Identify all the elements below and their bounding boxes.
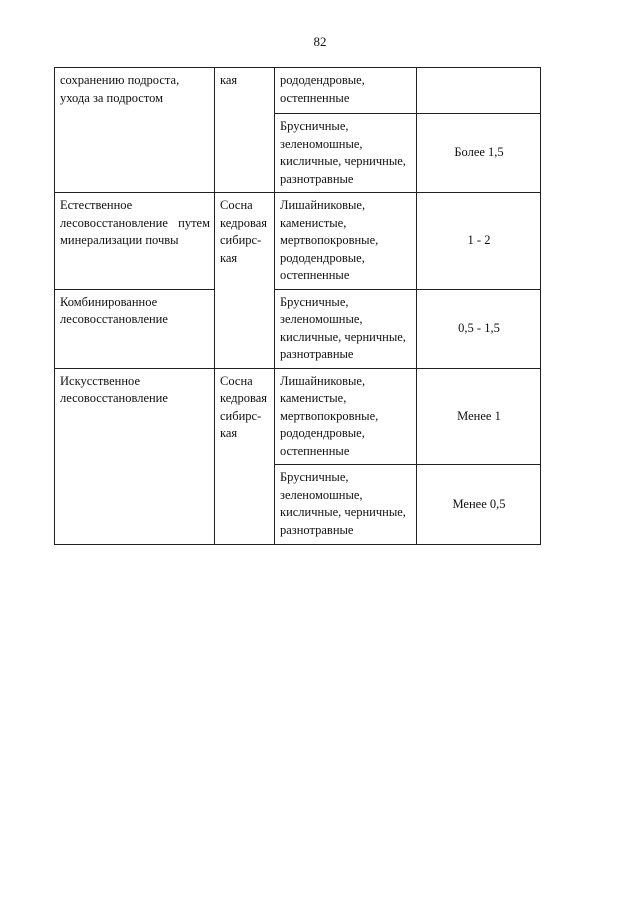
value-cell: Менее 1 [417, 368, 541, 465]
forest-types-cell: Брусничные, зеленомошные, кисличные, черничные, разнотравные [275, 289, 417, 368]
forest-types-cell: рододендровые, остепненные [275, 68, 417, 114]
table-row [55, 368, 541, 465]
method-cell: сохранению подроста, ухода за подростом [55, 68, 215, 193]
page-number: 82 [313, 34, 327, 49]
table-row [55, 68, 541, 114]
forest-types-cell: Брусничные, зеленомошные, кисличные, черничные, разнотравные [275, 114, 417, 193]
forest-types-cell: Лишайниковые, каменистые, мертвопокровные, рододендровые, остепненные [275, 368, 417, 465]
forest-types-cell: Лишайниковые, каменистые, мертвопокровные, рододендровые, остепненные [275, 193, 417, 290]
method-cell: Естественное лесовосстановление путем минерализации почвы [55, 193, 215, 290]
method-cell: Комбинированное лесовосстановление [55, 289, 215, 368]
value-cell: Более 1,5 [417, 114, 541, 193]
table-row [55, 289, 541, 368]
method-cell: Искусственное лесовосстановление [55, 368, 215, 545]
value-cell: 1 - 2 [417, 193, 541, 290]
forest-types-cell: Брусничные, зеленомошные, кисличные, черничные, разнотравные [275, 465, 417, 545]
value-cell: Менее 0,5 [417, 465, 541, 545]
value-cell [417, 68, 541, 114]
table-row [55, 193, 541, 290]
species-cell: Сосна кедровая сибирс- кая [215, 368, 275, 545]
species-cell: кая [215, 68, 275, 193]
forest-regeneration-table [54, 67, 541, 545]
species-cell: Сосна кедровая сибирс- кая [215, 193, 275, 369]
value-cell: 0,5 - 1,5 [417, 289, 541, 368]
